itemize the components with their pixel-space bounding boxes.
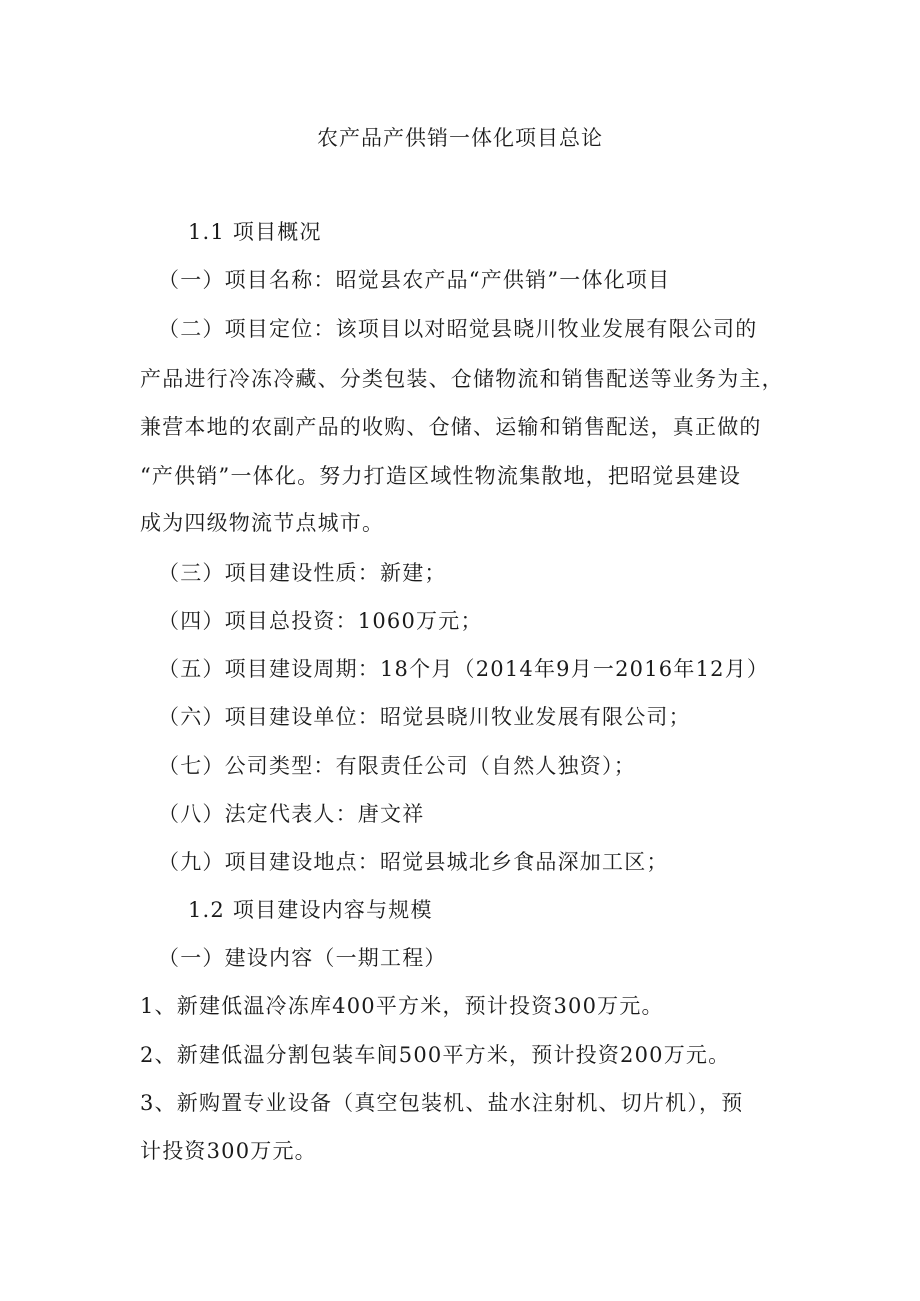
paragraph-item-6: （六）项目建设单位：昭觉县晓川牧业发展有限公司； — [158, 705, 691, 729]
list-item-3-line-2: 计投资300万元。 — [140, 1139, 317, 1163]
list-item-2: 2、新建低温分割包装车间500平方米，预计投资200万元。 — [140, 1043, 731, 1067]
paragraph-item-2-line-3: 兼营本地的农副产品的收购、仓储、运输和销售配送，真正做的 — [140, 415, 762, 439]
paragraph-item-2-line-4: “产供销”一体化。努力打造区域性物流集散地，把昭觉县建设 — [140, 464, 742, 488]
paragraph-item-8: （八）法定代表人：唐文祥 — [158, 802, 425, 826]
paragraph-item-2-line-2: 产品进行冷冻冷藏、分类包装、仓储物流和销售配送等业务为主， — [140, 367, 784, 391]
subheading-construction-content: （一）建设内容（一期工程） — [158, 946, 447, 970]
document-title: 农产品产供销一体化项目总论 — [317, 126, 603, 150]
paragraph-item-7: （七）公司类型：有限责任公司（自然人独资）； — [158, 754, 636, 778]
paragraph-item-3: （三）项目建设性质：新建； — [158, 561, 447, 585]
list-item-1: 1、新建低温冷冻库400平方米，预计投资300万元。 — [140, 994, 664, 1018]
paragraph-item-4: （四）项目总投资：1060万元； — [158, 609, 483, 633]
section-heading-1-2: 1.2 项目建设内容与规模 — [188, 898, 433, 922]
paragraph-item-2-line-5: 成为四级物流节点城市。 — [140, 511, 385, 535]
list-item-3-line-1: 3、新购置专业设备（真空包装机、盐水注射机、切片机），预 — [140, 1091, 744, 1115]
paragraph-item-1: （一）项目名称：昭觉县农产品“产供销”一体化项目 — [158, 268, 671, 292]
paragraph-item-9: （九）项目建设地点：昭觉县城北乡食品深加工区； — [158, 850, 669, 874]
paragraph-item-5: （五）项目建设周期：18个月（2014年9月一2016年12月） — [158, 657, 770, 681]
paragraph-item-2-line-1: （二）项目定位：该项目以对昭觉县晓川牧业发展有限公司的 — [158, 317, 758, 341]
section-heading-1-1: 1.1 项目概况 — [188, 220, 322, 244]
